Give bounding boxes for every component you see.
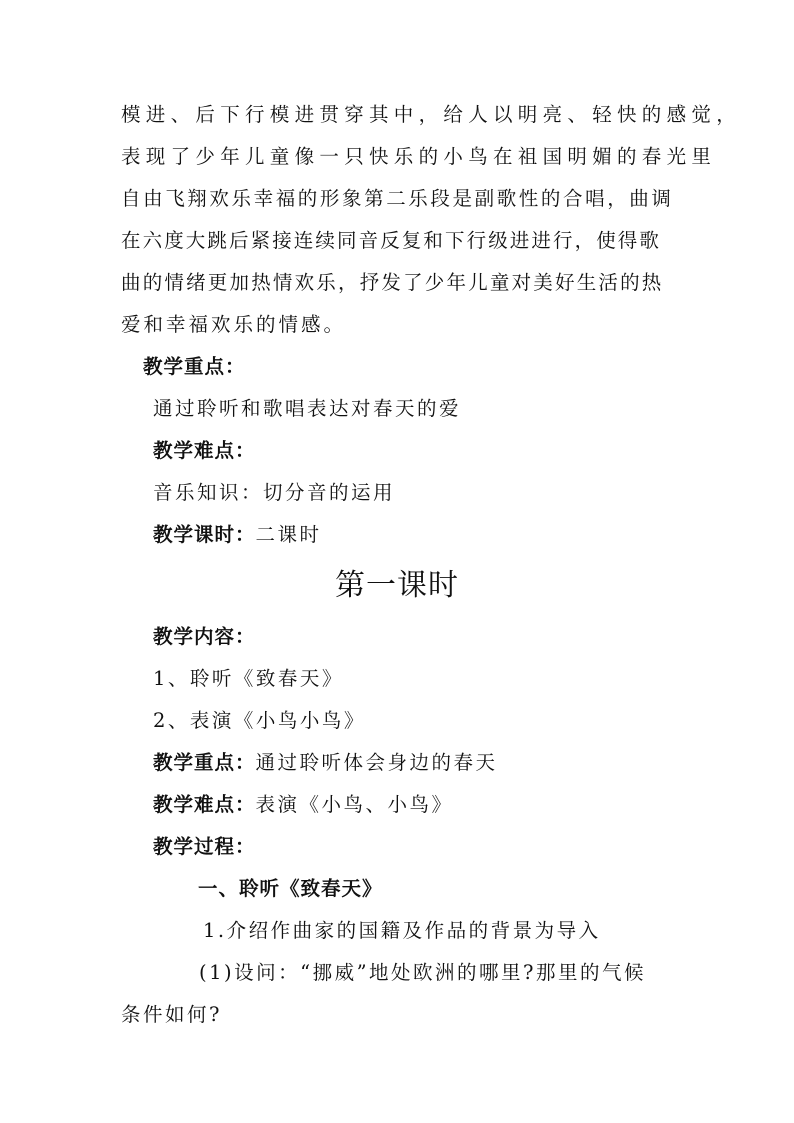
lesson-key-text: 通过聆听体会身边的春天 — [255, 751, 498, 774]
lesson-difficulty-label: 教学难点： — [153, 793, 256, 816]
content-label: 教学内容： — [153, 625, 256, 648]
paragraph-line: 爱和幸福欢乐的情感。 — [121, 313, 347, 336]
key-point-text: 通过聆听和歌唱表达对春天的爱 — [153, 397, 462, 420]
content-item: 2、表演《小鸟小鸟》 — [153, 709, 366, 732]
content-item: 1、聆听《致春天》 — [153, 667, 344, 690]
paragraph-line: 曲的情绪更加热情欢乐，抒发了少年儿童对美好生活的热 — [121, 271, 664, 294]
periods-value: 二课时 — [255, 523, 322, 546]
periods-label: 教学课时： — [153, 523, 256, 546]
process-step: 1.介绍作曲家的国籍及作品的背景为导入 — [203, 919, 601, 942]
lesson-key-label: 教学重点： — [153, 751, 256, 774]
paragraph-line: 模进、后下行模进贯穿其中，给人以明亮、轻快的感觉， — [121, 103, 742, 126]
periods-line — [153, 521, 322, 549]
paragraph-line: 在六度大跳后紧接连续同音反复和下行级进进行，使得歌 — [121, 229, 662, 252]
key-point-label: 教学重点： — [143, 355, 246, 378]
paragraph-line: 表现了少年儿童像一只快乐的小鸟在祖国明媚的春光里 — [121, 145, 717, 168]
lesson-difficulty-line — [153, 791, 454, 819]
process-label: 教学过程： — [153, 835, 256, 858]
lesson-key-line — [153, 749, 498, 777]
lesson-difficulty-text: 表演《小鸟、小鸟》 — [255, 793, 454, 816]
difficulty-text: 音乐知识：切分音的运用 — [153, 481, 396, 504]
process-section-heading: 一、聆听《致春天》 — [198, 877, 383, 900]
process-question: (1)设问：“挪威”地处欧洲的哪里?那里的气候 — [199, 961, 647, 984]
lesson-title: 第一课时 — [335, 568, 459, 603]
paragraph-line: 自由飞翔欢乐幸福的形象第二乐段是副歌性的合唱，曲调 — [121, 187, 674, 210]
difficulty-label: 教学难点： — [153, 439, 256, 462]
process-question-continuation: 条件如何? — [121, 1003, 222, 1026]
